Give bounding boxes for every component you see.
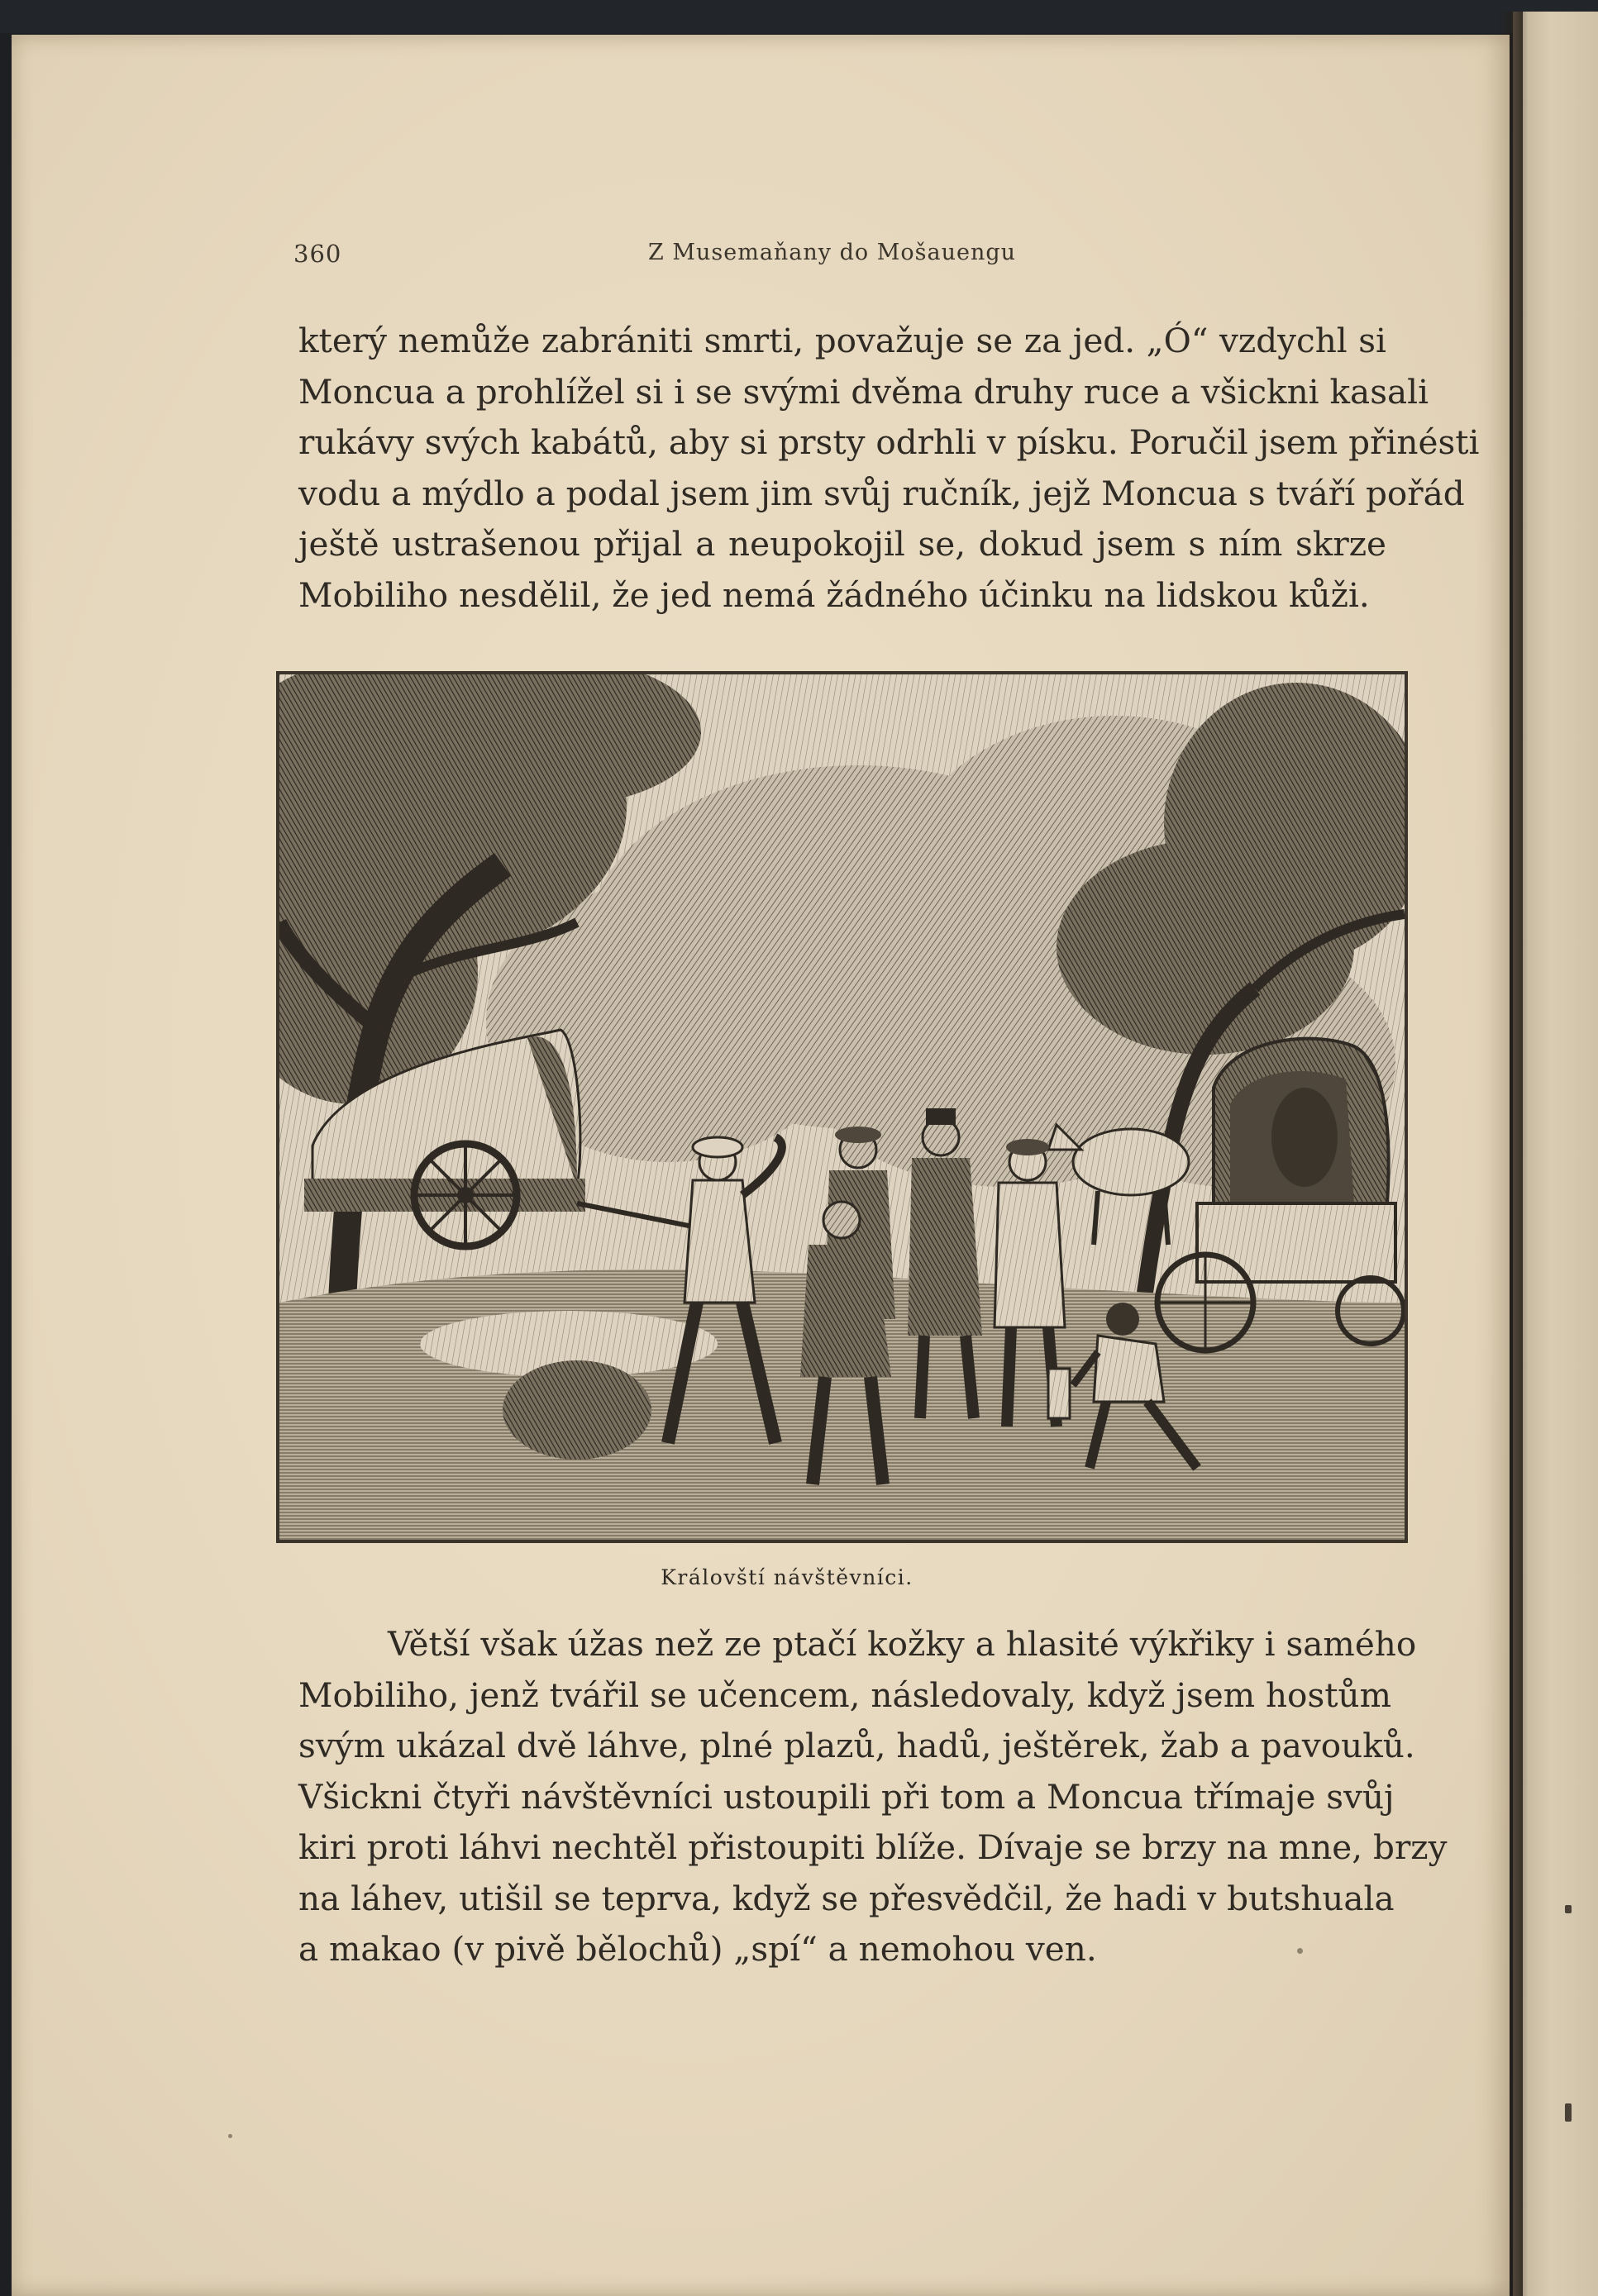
page-header xyxy=(12,240,1510,273)
text-line: ještě ustrašenou přijal a neupokojil se, dokud jsem s ním skrze xyxy=(298,524,1386,564)
book-page xyxy=(12,35,1510,2296)
text-line: svým ukázal dvě láhve, plné plazů, hadů, ještěrek, žab a pavouků. xyxy=(298,1726,1415,1765)
figure-caption: Královští návštěvníci. xyxy=(661,1565,913,1589)
text-line: vodu a mýdlo a podal jsem jim svůj ručník, jejž Moncua s tváří pořád xyxy=(298,473,1465,513)
text-line: Moncua a prohlížel si i se svými dvěma druhy ruce a všickni kasali xyxy=(298,371,1429,412)
paper-speck xyxy=(1297,1948,1303,1954)
text-line: a makao (v pivě bělochů) „spí“ a nemohou ven. xyxy=(298,1929,1097,1969)
foreground-bush xyxy=(503,1360,651,1460)
page-edge-mark xyxy=(1565,1905,1572,1913)
text-line: na láhev, utišil se teprva, když se přesvědčil, že hadi v butshuala xyxy=(298,1878,1395,1918)
text-line: Větší však úžas než ze ptačí kožky a hlasité výkřiky i samého xyxy=(388,1624,1417,1664)
page-number: 360 xyxy=(293,240,342,268)
text-line: kiri proti láhvi nechtěl přistoupiti blíže. Dívaje se brzy na mne, brzy xyxy=(298,1827,1448,1867)
running-title: Z Musemaňany do Mošauengu xyxy=(648,240,1017,265)
scan-background xyxy=(0,0,1598,33)
text-line: rukávy svých kabátů, aby si prsty odrhli v písku. Poručil jsem přinésti xyxy=(298,422,1480,462)
engraving-scene xyxy=(279,674,1405,1540)
text-line: který nemůže zabrániti smrti, považuje se za jed. „Ó“ vzdychl si xyxy=(298,321,1386,360)
text-line: Mobiliho, jenž tvářil se učencem, následovaly, když jsem hostům xyxy=(298,1674,1391,1715)
paragraph-1 xyxy=(298,316,1480,621)
text-line: Všickni čtyři návštěvníci ustoupili při tom a Moncua třímaje svůj xyxy=(298,1776,1395,1817)
engraving-illustration xyxy=(276,671,1408,1543)
next-page-edge xyxy=(1513,12,1598,2296)
paragraph-2 xyxy=(298,1619,1448,1975)
page-edge-mark xyxy=(1565,2103,1572,2122)
text-line: Mobiliho nesdělil, že jed nemá žádného účinku na lidskou kůži. xyxy=(298,574,1370,615)
paper-speck xyxy=(228,2134,232,2138)
